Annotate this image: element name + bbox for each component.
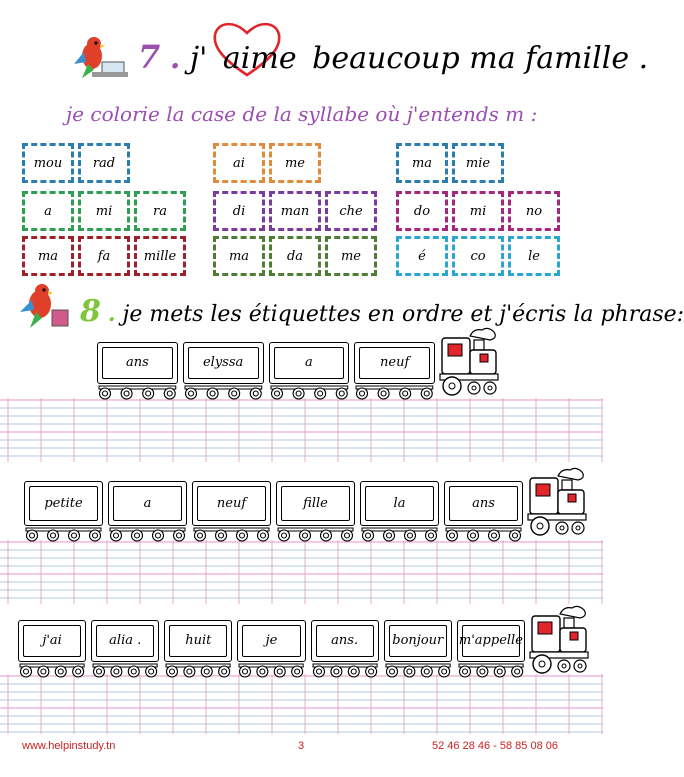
wagon-wheels	[24, 526, 103, 540]
syllable-tile[interactable]: da	[269, 236, 321, 276]
syllable-tile[interactable]: le	[508, 236, 560, 276]
wagon-wheels	[360, 526, 439, 540]
wagon-wheels	[457, 662, 525, 676]
word-label: neuf	[216, 495, 247, 511]
train-wagon[interactable]	[457, 620, 525, 676]
syllable-tile[interactable]: mille	[134, 236, 186, 276]
train-wagon[interactable]	[311, 620, 379, 676]
syllable-tile[interactable]: mou	[22, 143, 74, 183]
syllable-tile[interactable]: me	[325, 236, 377, 276]
heart-word	[217, 41, 303, 76]
syllable-tile[interactable]: ma	[213, 236, 265, 276]
wagon-wheels	[276, 526, 355, 540]
train-wagon[interactable]	[384, 620, 452, 676]
exercise-8-text: je mets les étiquettes en ordre et j'écris la phrase:	[122, 302, 684, 327]
syllable-tile[interactable]: no	[508, 191, 560, 231]
word-label: je	[265, 633, 278, 649]
exercise-number: 8	[80, 294, 101, 329]
syllable-tile[interactable]: é	[396, 236, 448, 276]
syllable-tile[interactable]: me	[269, 143, 321, 183]
parrot-mascot-icon	[72, 34, 134, 84]
syllable-tile[interactable]: ai	[213, 143, 265, 183]
train-wagon[interactable]	[354, 342, 435, 398]
footer-page-number: 3	[298, 740, 305, 752]
wagon-label-box	[91, 620, 159, 662]
parrot-mascot-icon	[18, 280, 74, 334]
train-wagon[interactable]	[269, 342, 350, 398]
syllable-tile[interactable]: mi	[452, 191, 504, 231]
wagon-label-box	[192, 481, 271, 526]
exercise-number-dot: .	[169, 41, 181, 76]
word-train-2	[24, 464, 588, 540]
syllable-tile[interactable]: ra	[134, 191, 186, 231]
word-label: ans.	[331, 633, 359, 649]
wagon-label-box	[354, 342, 435, 384]
wagon-wheels	[18, 662, 86, 676]
wagon-wheels	[237, 662, 305, 676]
wagon-label-box	[183, 342, 264, 384]
wagon-label-box	[18, 620, 86, 662]
exercise-8-title	[80, 294, 684, 329]
word-train-1	[97, 326, 500, 398]
exercise-7-title	[138, 38, 648, 76]
wagon-wheels	[183, 384, 264, 398]
word-label: bonjour	[392, 633, 444, 649]
writing-lines-3[interactable]	[0, 674, 603, 734]
train-wagon[interactable]	[24, 481, 103, 540]
wagon-label-box	[108, 481, 187, 526]
word-label: a	[143, 495, 152, 511]
word-label: huit	[185, 633, 212, 649]
train-wagon[interactable]	[192, 481, 271, 540]
wagon-wheels	[91, 662, 159, 676]
word-label: petite	[44, 495, 83, 511]
title-end: beaucoup ma famille .	[312, 41, 649, 76]
word-label: a	[304, 355, 313, 371]
wagon-label-box	[457, 620, 525, 662]
wagon-label-box	[384, 620, 452, 662]
wagon-wheels	[164, 662, 232, 676]
syllable-tile[interactable]: mie	[452, 143, 504, 183]
word-label: fille	[303, 495, 328, 511]
locomotive-icon	[530, 604, 590, 676]
word-label: m'appelle	[458, 633, 523, 649]
wagon-wheels	[97, 384, 178, 398]
exercise-7-instruction: je colorie la case de la syllabe où j'entends m :	[66, 102, 538, 126]
exercise-number: 7	[138, 38, 161, 76]
syllable-tile[interactable]: di	[213, 191, 265, 231]
train-wagon[interactable]	[183, 342, 264, 398]
wagon-label-box	[269, 342, 350, 384]
train-wagon[interactable]	[91, 620, 159, 676]
wagon-label-box	[360, 481, 439, 526]
word-label: j'ai	[42, 633, 62, 649]
exercise-number-dot: .	[107, 301, 116, 327]
wagon-label-box	[164, 620, 232, 662]
heart-word-text: aime	[222, 41, 297, 76]
writing-lines-2[interactable]	[0, 540, 603, 604]
wagon-wheels	[192, 526, 271, 540]
train-wagon[interactable]	[164, 620, 232, 676]
syllable-tile[interactable]: rad	[78, 143, 130, 183]
wagon-label-box	[444, 481, 523, 526]
word-label: elyssa	[202, 355, 244, 371]
syllable-tile[interactable]: mi	[78, 191, 130, 231]
word-label: neuf	[380, 355, 410, 371]
syllable-tile[interactable]: man	[269, 191, 321, 231]
wagon-wheels	[354, 384, 435, 398]
wagon-wheels	[108, 526, 187, 540]
syllable-tile[interactable]: fa	[78, 236, 130, 276]
locomotive-icon	[440, 326, 500, 398]
wagon-wheels	[269, 384, 350, 398]
train-wagon[interactable]	[108, 481, 187, 540]
train-wagon[interactable]	[276, 481, 355, 540]
syllable-tile[interactable]: ma	[396, 143, 448, 183]
wagon-wheels	[311, 662, 379, 676]
syllable-tile[interactable]: che	[325, 191, 377, 231]
title-start: j'	[189, 41, 208, 76]
syllable-tile[interactable]: ma	[22, 236, 74, 276]
footer-phones: 52 46 28 46 - 58 85 08 06	[432, 740, 558, 752]
word-label: ans	[472, 495, 495, 511]
writing-lines-1[interactable]	[0, 398, 603, 462]
syllable-tile[interactable]: do	[396, 191, 448, 231]
word-label: la	[393, 495, 406, 511]
wagon-label-box	[237, 620, 305, 662]
locomotive-icon	[528, 464, 588, 540]
train-wagon[interactable]	[18, 620, 86, 676]
word-train-3	[18, 604, 590, 676]
word-label: ans	[125, 355, 149, 371]
wagon-label-box	[24, 481, 103, 526]
wagon-wheels	[444, 526, 523, 540]
wagon-label-box	[276, 481, 355, 526]
footer-website[interactable]: www.helpinstudy.tn	[22, 740, 116, 752]
train-wagon[interactable]	[237, 620, 305, 676]
syllable-tile[interactable]: co	[452, 236, 504, 276]
wagon-label-box	[97, 342, 178, 384]
wagon-label-box	[311, 620, 379, 662]
word-label: alia .	[109, 633, 142, 649]
wagon-wheels	[384, 662, 452, 676]
train-wagon[interactable]	[444, 481, 523, 540]
train-wagon[interactable]	[360, 481, 439, 540]
train-wagon[interactable]	[97, 342, 178, 398]
syllable-tile[interactable]: a	[22, 191, 74, 231]
